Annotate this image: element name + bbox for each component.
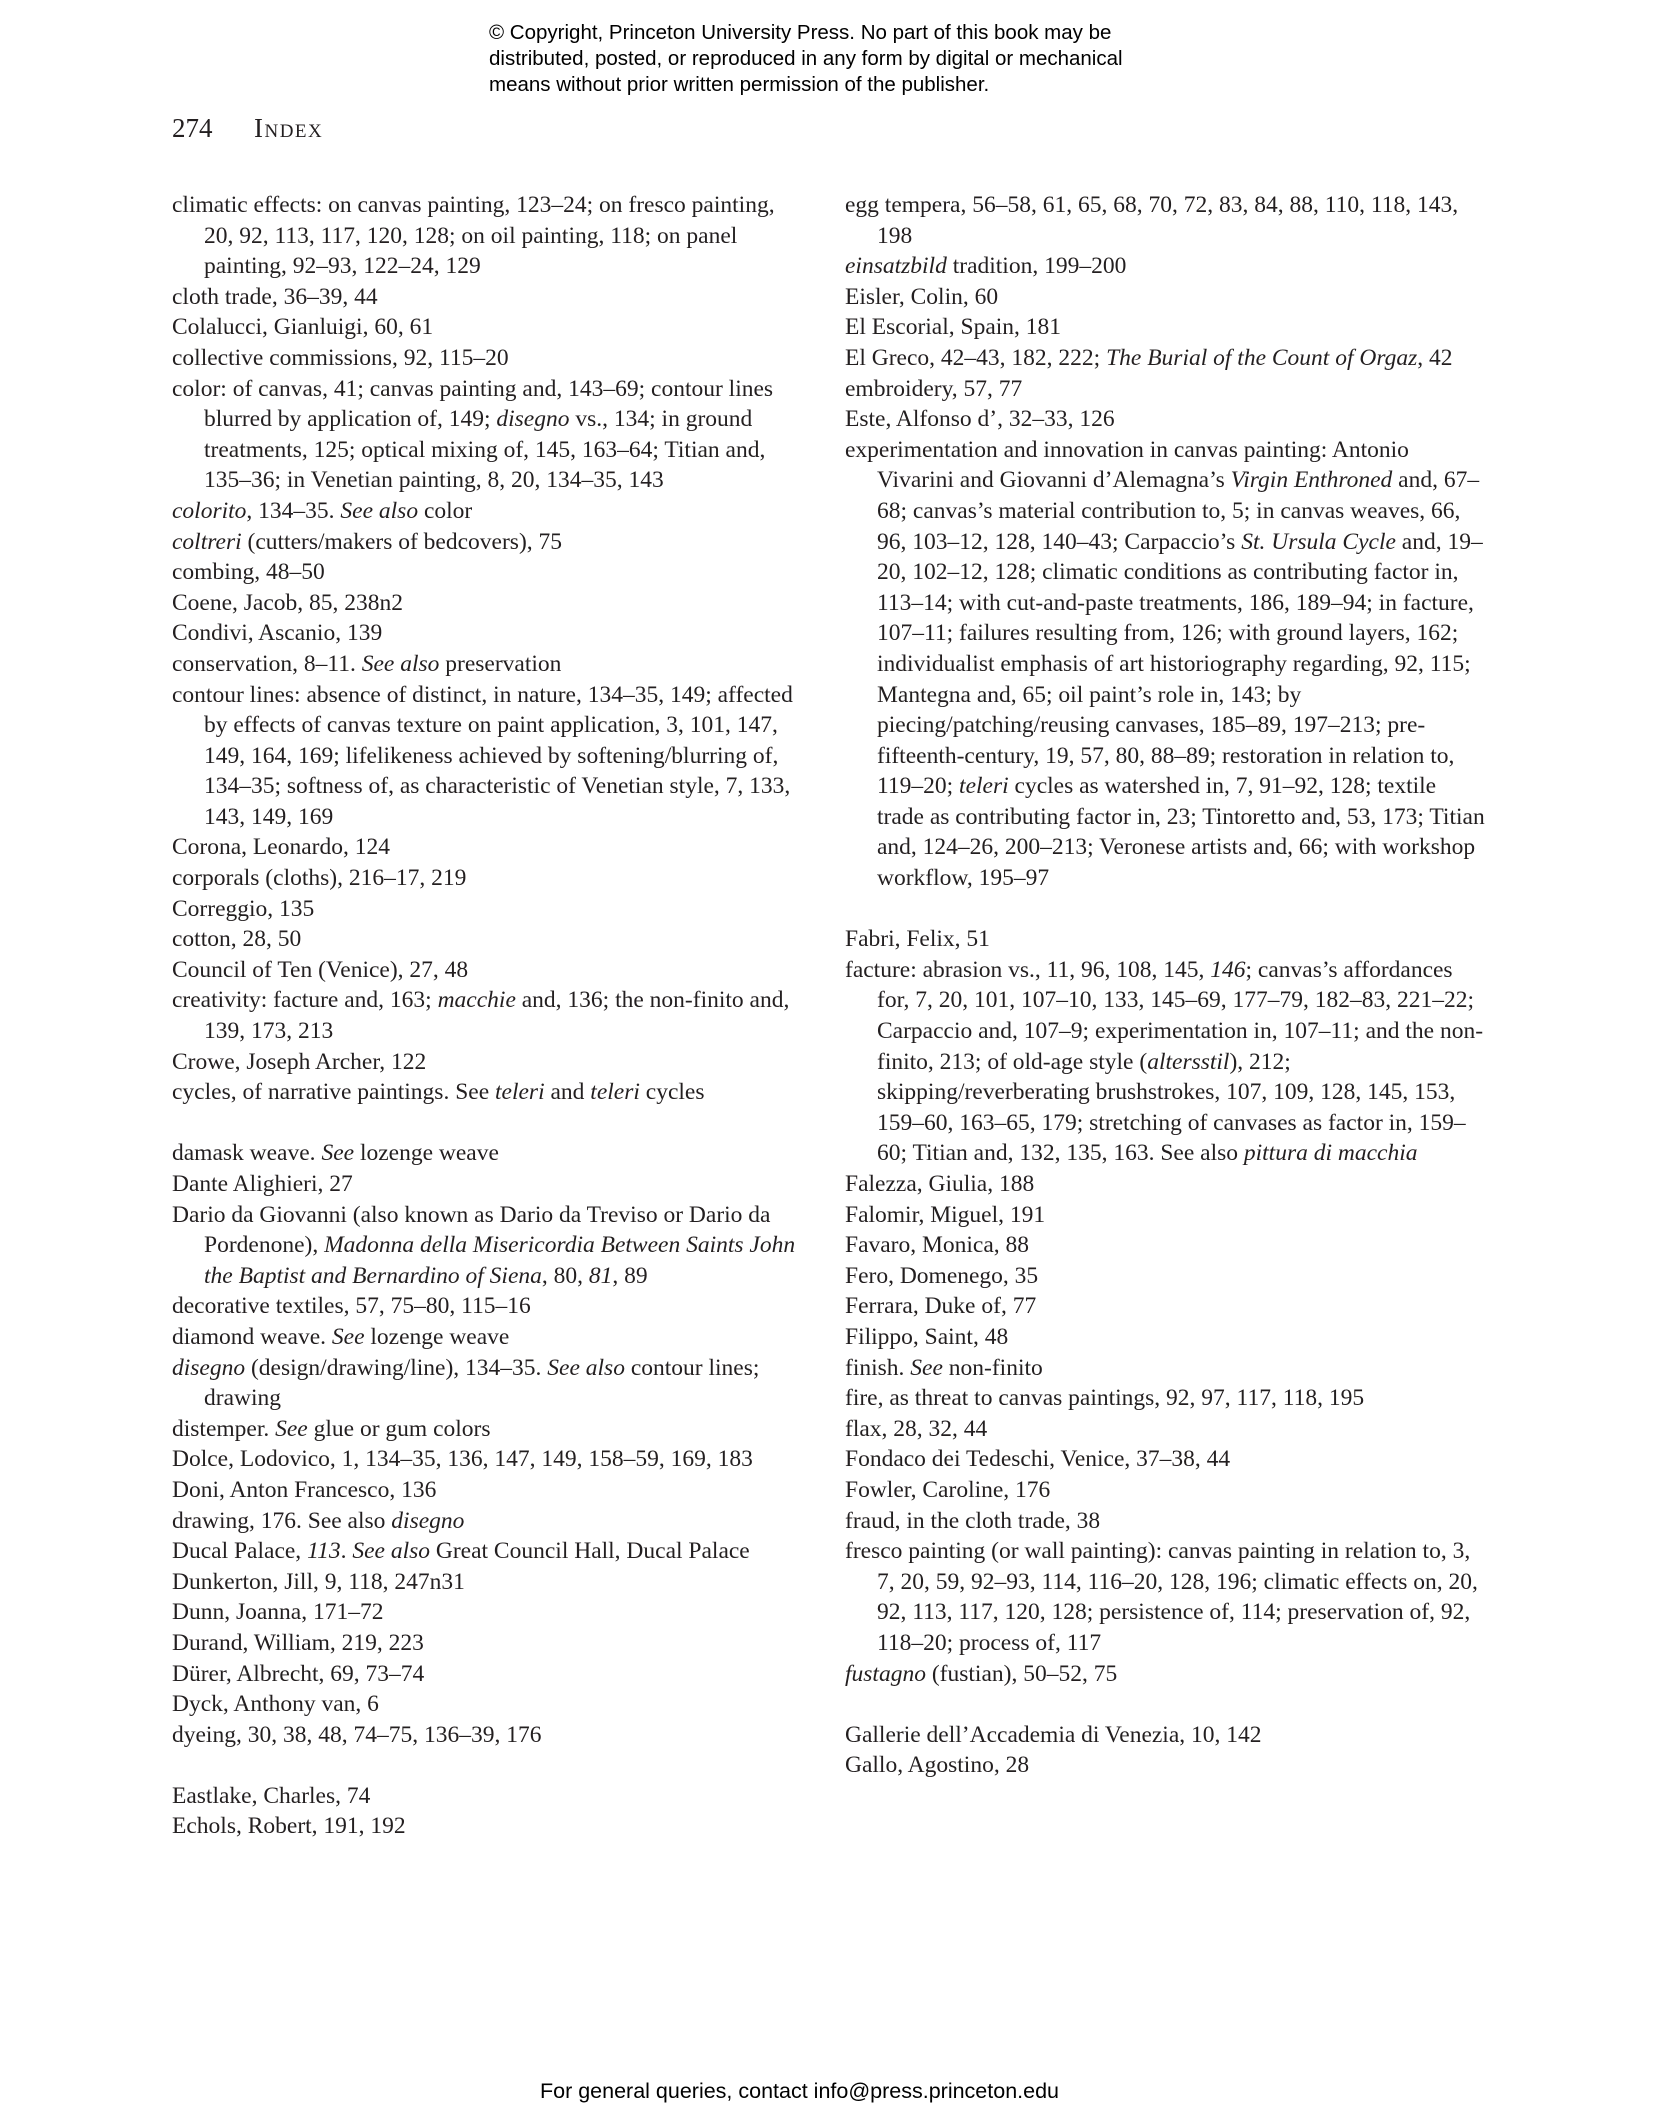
index-entry-text: cloth trade, 36–39, 44 <box>172 283 378 310</box>
index-entry-text: Filippo, Saint, 48 <box>845 1323 1009 1350</box>
index-entry <box>845 1536 1485 1658</box>
index-entry-text: Corona, Leonardo, 124 <box>172 834 390 861</box>
index-entry-text: facture: abrasion vs., 11, 96, 108, 145, <box>845 956 1211 983</box>
index-entry <box>172 1689 804 1720</box>
copyright-line: distributed, posted, or reproduced in any form by digital or mechanical <box>489 47 1123 70</box>
copyright-line: © Copyright, Princeton University Press. No part of this book may be <box>489 21 1112 44</box>
index-entry <box>172 1138 804 1169</box>
index-entry-italic-text: See also <box>340 497 419 524</box>
index-entry-text: decorative textiles, 57, 75–80, 115–16 <box>172 1293 531 1320</box>
index-entry-text: damask weave. <box>172 1140 322 1167</box>
index-entry <box>172 1597 804 1628</box>
index-entry-italic-text: fustagno <box>845 1660 926 1687</box>
index-entry-text: conservation, 8–11. <box>172 650 362 677</box>
index-entry <box>172 374 804 496</box>
index-entry-text: , 134–35. <box>246 497 341 524</box>
index-entry-text: diamond weave. <box>172 1323 332 1350</box>
index-entry-text: preservation <box>439 650 562 677</box>
index-entry-text: Gallerie dell’Accademia di Venezia, 10, 142 <box>845 1721 1262 1748</box>
index-entry-text: finish. <box>845 1354 911 1381</box>
index-entry <box>845 1261 1485 1292</box>
index-entry-text: Dyck, Anthony van, 6 <box>172 1691 379 1718</box>
index-entry-text: ; canvas’s affordances for, 7, 20, 101, 107–10, 133, 145–69, 177–79, 182–83, 221–22; Carpaccio and, 107–9; experimentation in, 107–11; and the non-finito, 213; of old-age style ( <box>877 956 1484 1075</box>
index-entry-text: and <box>544 1079 591 1106</box>
index-entry <box>845 1659 1485 1690</box>
index-entry <box>172 1322 804 1353</box>
index-entry-italic-text: See <box>321 1140 355 1167</box>
index-entry-text: vs., 134; in ground treatments, 125; optical mixing of, 145, 163–64; Titian and, 135–36; in Venetian painting, 8, 20, 134–35, 143 <box>204 406 766 494</box>
index-entry <box>845 1200 1485 1231</box>
index-entry-italic-text: See also <box>361 650 440 677</box>
index-entry <box>172 1628 804 1659</box>
index-entry-text: Fabri, Felix, 51 <box>845 926 990 953</box>
index-entry-text: Gallo, Agostino, 28 <box>845 1752 1030 1779</box>
index-entry-text: Echols, Robert, 191, 192 <box>172 1813 406 1840</box>
index-entry <box>172 985 804 1046</box>
index-entry <box>172 1169 804 1200</box>
index-entry <box>172 1659 804 1690</box>
index-entry-text: combing, 48–50 <box>172 559 325 586</box>
index-entry-text: distemper. <box>172 1415 276 1442</box>
index-entry <box>172 1077 804 1108</box>
index-entry-text: ), 212; skipping/reverberating brushstrokes, 107, 109, 128, 145, 153, 159–60, 163–65, 179; stretching of canvases as factor in, 159–60; Titian and, 132, 135, 163. See also <box>877 1048 1466 1167</box>
index-entry-text: Favaro, Monica, 88 <box>845 1232 1030 1259</box>
index-entry-italic-text: See also <box>352 1538 430 1565</box>
index-column-right <box>845 190 1485 1781</box>
index-entry-text: color <box>418 497 473 524</box>
index-entry-italic-text: teleri <box>959 773 1009 800</box>
index-entry-text: El Escorial, Spain, 181 <box>845 314 1062 341</box>
index-entry-text: and, 67–68; canvas’s material contribution to, 5; in canvas weaves, 66, 96, 103–12, 128, 140–43; Carpaccio’s <box>877 467 1480 555</box>
index-entry-text: embroidery, 57, 77 <box>845 375 1023 402</box>
index-entry <box>845 924 1485 955</box>
index-entry-text: (fustian), 50–52, 75 <box>925 1660 1118 1687</box>
index-entry <box>172 1506 804 1537</box>
index-entry-italic-text: disegno <box>172 1354 246 1381</box>
index-entry <box>845 1750 1485 1781</box>
index-entry-italic-text: pittura di macchia <box>1243 1140 1418 1167</box>
index-entry <box>845 1444 1485 1475</box>
index-entry-text: Crowe, Joseph Archer, 122 <box>172 1048 427 1075</box>
index-column-left <box>172 190 804 1842</box>
index-entry <box>172 496 804 527</box>
index-entry-text: Falomir, Miguel, 191 <box>845 1201 1046 1228</box>
index-entry-italic-text: disegno <box>496 406 570 433</box>
index-entry-italic-text: See <box>275 1415 308 1442</box>
index-entry <box>172 1200 804 1292</box>
index-entry-text: corporals (cloths), 216–17, 219 <box>172 865 467 892</box>
index-entry-text: color: of canvas, 41; canvas painting and, 143–69; contour lines blurred by application of, 149; <box>172 375 774 433</box>
index-entry <box>172 312 804 343</box>
copyright-line: means without prior written permission of the publisher. <box>489 73 990 96</box>
index-entry-text: Dürer, Albrecht, 69, 73–74 <box>172 1660 425 1687</box>
index-entry <box>845 1230 1485 1261</box>
index-entry-italic-text: coltreri <box>172 528 242 555</box>
index-entry-text: tradition, 199–200 <box>946 253 1127 280</box>
index-entry-text: Dario da Giovanni (also known as Dario da Treviso or Dario da Pordenone), <box>172 1201 771 1259</box>
index-entry-text: lozenge weave <box>364 1323 510 1350</box>
index-entry <box>845 282 1485 313</box>
index-entry <box>172 557 804 588</box>
index-entry-text: Este, Alfonso d’, 32–33, 126 <box>845 406 1115 433</box>
index-entry-text: cotton, 28, 50 <box>172 926 302 953</box>
index-entry <box>172 1047 804 1078</box>
index-entry <box>845 1383 1485 1414</box>
index-entry-italic-text: Madonna della Misericordia Between Saints John the Baptist and Bernardino of Siena <box>204 1232 796 1289</box>
index-entry-italic-text: teleri <box>590 1079 640 1106</box>
index-entry <box>172 1414 804 1445</box>
index-entry-text: , 80, <box>541 1262 589 1289</box>
index-entry <box>845 190 1485 251</box>
index-entry-text: cycles <box>639 1079 705 1106</box>
index-entry-text: contour lines; drawing <box>204 1354 760 1412</box>
index-entry <box>172 863 804 894</box>
index-entry-text: and, 136; the non-finito and, 139, 173, 213 <box>204 987 790 1045</box>
index-entry-text: (design/drawing/line), 134–35. <box>245 1354 548 1381</box>
index-entry <box>845 251 1485 282</box>
index-entry-text: Dunkerton, Jill, 9, 118, 247n31 <box>172 1568 465 1595</box>
index-entry-text: Ferrara, Duke of, 77 <box>845 1293 1037 1320</box>
index-entry-text: Fondaco dei Tedeschi, Venice, 37–38, 44 <box>845 1446 1231 1473</box>
index-entry <box>845 435 1485 894</box>
running-head <box>172 112 323 144</box>
index-entry <box>845 1475 1485 1506</box>
footer-contact: For general queries, contact info@press.princeton.edu <box>540 2079 1060 2103</box>
index-entry <box>172 1567 804 1598</box>
index-entry-text: non-finito <box>942 1354 1043 1381</box>
index-entry-text: and, 19–20, 102–12, 128; climatic conditions as contributing factor in, 113–14; with cut-and-paste treatments, 186, 189–94; in facture, 107–11; failures resulting from, 126; with ground layers, 162; individualist emphasis of art historiography regarding, 92, 115; Mantegna and, 65; oil paint’s role in, 143; by piecing/patching/reusing canvases, 185–89, 197–213; pre-fifteenth-century, 19, 57, 80, 88–89; restoration in relation to, 119–20; <box>877 528 1483 800</box>
index-entry <box>845 1169 1485 1200</box>
index-entry <box>845 374 1485 405</box>
index-entry-italic-text: disegno <box>391 1507 465 1534</box>
index-entry <box>172 1475 804 1506</box>
index-entry <box>845 1506 1485 1537</box>
index-entry-text: Dolce, Lodovico, 1, 134–35, 136, 147, 149, 158–59, 169, 183 <box>172 1446 753 1473</box>
index-entry-text: Falezza, Giulia, 188 <box>845 1171 1035 1197</box>
index-entry-text: cycles, of narrative paintings. See <box>172 1079 496 1106</box>
index-entry <box>172 282 804 313</box>
index-entry <box>845 404 1485 435</box>
index-entry-italic-text: 146 <box>1210 956 1246 983</box>
index-entry-text: Council of Ten (Venice), 27, 48 <box>172 956 469 983</box>
index-entry <box>845 1353 1485 1384</box>
index-entry-text: collective commissions, 92, 115–20 <box>172 344 509 371</box>
index-entry <box>172 832 804 863</box>
index-entry <box>172 1353 804 1414</box>
index-entry-italic-text: St. Ursula Cycle <box>1241 528 1396 555</box>
index-entry-italic-text: 113 <box>307 1538 341 1565</box>
index-entry-text: Great Council Hall, Ducal Palace <box>430 1538 750 1565</box>
index-entry <box>172 1444 804 1475</box>
index-entry-text: experimentation and innovation in canvas painting: Antonio Vivarini and Giovanni d’Alemagna’s <box>845 436 1409 494</box>
index-entry-text: , 42 <box>1417 344 1453 371</box>
index-entry-text: Fero, Domenego, 35 <box>845 1262 1039 1289</box>
index-entry <box>172 527 804 558</box>
index-entry-italic-text: altersstil <box>1147 1048 1230 1075</box>
index-entry-text: . <box>340 1538 353 1565</box>
index-entry <box>172 649 804 680</box>
index-entry-italic-text: The Burial of the Count of Orgaz <box>1106 344 1418 371</box>
index-entry <box>845 1720 1485 1751</box>
index-entry-italic-text: macchie <box>437 987 516 1014</box>
index-entry-text: fresco painting (or wall painting): canvas painting in relation to, 3, 7, 20, 59, 92–93, 114, 116–20, 128, 196; climatic effects on, 20, 92, 113, 117, 120, 128; persistence of, 114; preservation of, 92, 118–20; process of, 117 <box>845 1538 1478 1656</box>
index-entry <box>845 312 1485 343</box>
index-entry-text: contour lines: absence of distinct, in nature, 134–35, 149; affected by effects of canvas texture on paint application, 3, 101, 147, 149, 164, 169; lifelikeness achieved by softening/blurring of, 134–35; softness of, as characteristic of Venetian style, 7, 133, 143, 149, 169 <box>172 681 793 830</box>
index-entry <box>172 343 804 374</box>
index-entry-text: drawing, 176. See also <box>172 1507 392 1534</box>
index-entry <box>845 343 1485 374</box>
index-entry-text: El Greco, 42–43, 182, 222; <box>845 344 1107 371</box>
index-entry-text: Eisler, Colin, 60 <box>845 283 999 310</box>
index-entry-text: fraud, in the cloth trade, 38 <box>845 1507 1101 1534</box>
index-entry <box>172 190 804 282</box>
index-entry <box>172 1781 804 1812</box>
index-entry-text: lozenge weave <box>354 1140 499 1167</box>
index-entry-text: Fowler, Caroline, 176 <box>845 1476 1051 1503</box>
index-entry <box>172 894 804 925</box>
index-entry-text: Condivi, Ascanio, 139 <box>172 620 383 647</box>
index-entry-italic-text: See <box>910 1354 943 1381</box>
index-entry <box>172 1291 804 1322</box>
index-entry <box>172 680 804 833</box>
index-entry-text: Dante Alighieri, 27 <box>172 1171 353 1197</box>
index-entry-text: cycles as watershed in, 7, 91–92, 128; textile trade as contributing factor in, 23; Tintoretto and, 53, 173; Titian and, 124–26, 200–213; Veronese artists and, 66; with workshop workflow, 195–97 <box>877 773 1485 892</box>
index-entry <box>845 955 1485 1169</box>
index-entry-text: dyeing, 30, 38, 48, 74–75, 136–39, 176 <box>172 1721 542 1748</box>
copyright-notice <box>489 20 1249 98</box>
index-entry-italic-text: Virgin Enthroned <box>1230 467 1393 494</box>
index-entry-text: egg tempera, 56–58, 61, 65, 68, 70, 72, 83, 84, 88, 110, 118, 143, 198 <box>845 192 1459 249</box>
index-entry-italic-text: einsatzbild <box>845 253 947 280</box>
index-entry-text: creativity: facture and, 163; <box>172 987 438 1014</box>
index-entry-italic-text: 81 <box>588 1262 613 1289</box>
page-number: 274 <box>172 113 213 143</box>
index-entry-text: climatic effects: on canvas painting, 123–24; on fresco painting, 20, 92, 113, 117, 120, 128; on oil painting, 118; on panel painting, 92–93, 122–24, 129 <box>172 192 775 280</box>
index-entry-text: (cutters/makers of bedcovers), 75 <box>241 528 563 555</box>
index-entry-italic-text: See also <box>547 1354 625 1381</box>
index-entry-text: Colalucci, Gianluigi, 60, 61 <box>172 314 434 341</box>
index-entry <box>172 955 804 986</box>
index-entry-italic-text: See <box>331 1323 365 1350</box>
index-entry <box>172 1811 804 1842</box>
index-entry-italic-text: teleri <box>495 1079 545 1106</box>
index-entry-text: glue or gum colors <box>307 1415 491 1442</box>
index-entry <box>172 1536 804 1567</box>
index-entry <box>845 1322 1485 1353</box>
index-entry <box>172 924 804 955</box>
index-entry-italic-text: colorito <box>172 497 247 524</box>
index-entry-text: fire, as threat to canvas paintings, 92, 97, 117, 118, 195 <box>845 1385 1365 1412</box>
index-entry-text: Ducal Palace, <box>172 1538 308 1565</box>
page-title: Index <box>254 113 324 143</box>
index-entry-text: flax, 28, 32, 44 <box>845 1415 988 1442</box>
index-entry-text: Coene, Jacob, 85, 238n2 <box>172 589 404 616</box>
index-entry-text: , 89 <box>612 1262 648 1289</box>
index-entry-text: Durand, William, 219, 223 <box>172 1629 424 1656</box>
index-entry-text: Doni, Anton Francesco, 136 <box>172 1476 437 1503</box>
index-entry <box>845 1414 1485 1445</box>
index-entry <box>172 618 804 649</box>
index-entry-text: Eastlake, Charles, 74 <box>172 1782 371 1809</box>
index-entry-text: Correggio, 135 <box>172 895 315 922</box>
index-entry <box>172 588 804 619</box>
index-entry-text: Dunn, Joanna, 171–72 <box>172 1599 384 1626</box>
index-entry <box>172 1720 804 1751</box>
index-entry <box>845 1291 1485 1322</box>
